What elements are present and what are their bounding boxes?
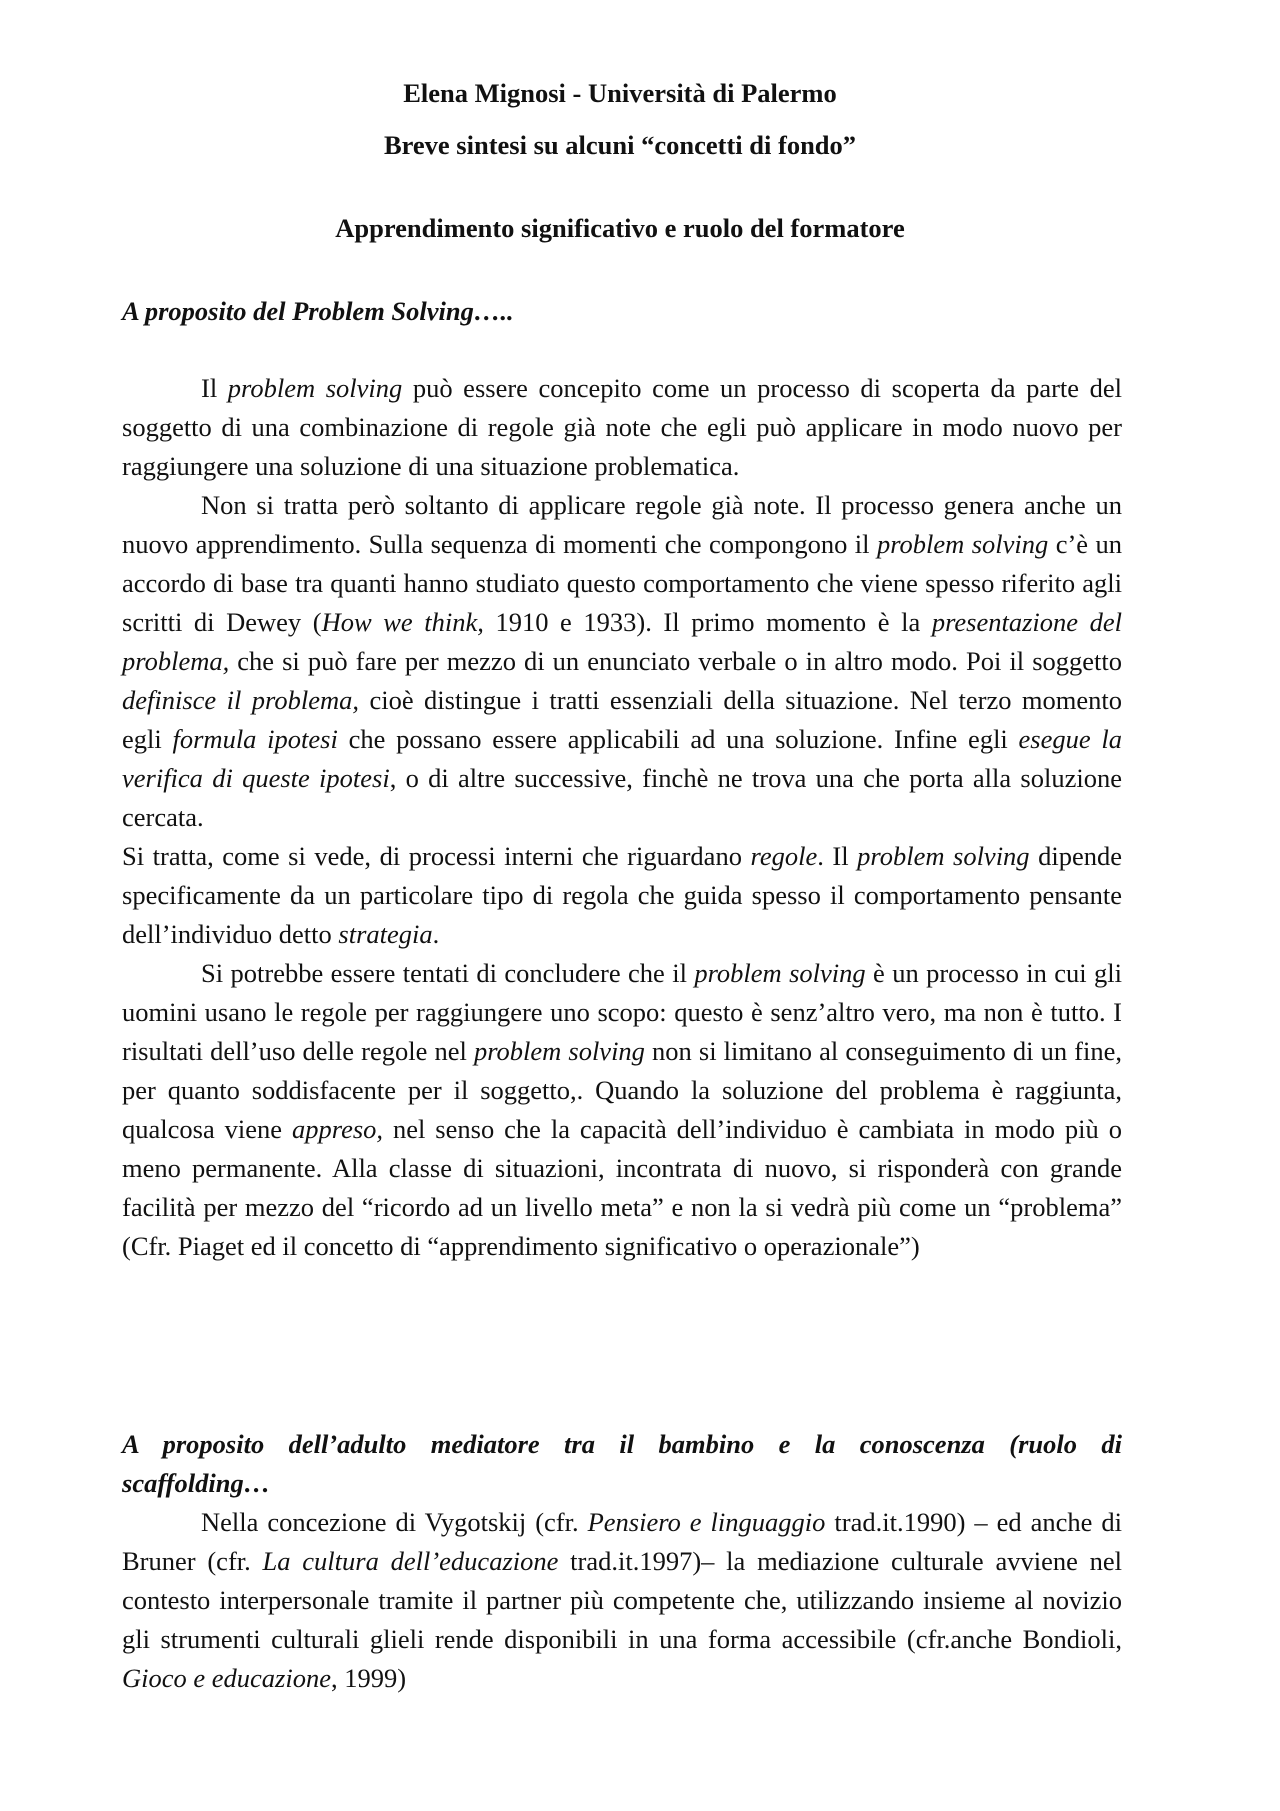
paragraph-3: Si tratta, come si vede, di processi interni che riguardano regole. Il problem solving dipende specificamente da un particolare tipo di regola che guida spesso il comportamento pensante dell’individuo detto strategia. xyxy=(122,841,1122,949)
section-heading-problem-solving: A proposito del Problem Solving….. xyxy=(122,296,514,326)
paragraph-1: Il problem solving può essere concepito come un processo di scoperta da parte del soggetto di una combinazione di regole già note che egli può applicare in modo nuovo per raggiungere una soluzione di una situazione problematica. xyxy=(122,373,1123,481)
section-body-mediatore xyxy=(122,1425,1122,1698)
subtitle: Breve sintesi su alcuni “concetti di fondo” xyxy=(383,130,857,160)
document-title: Apprendimento significativo e ruolo del formatore xyxy=(335,213,905,243)
section-body-problem-solving xyxy=(122,369,1122,1266)
paragraph-2: Non si tratta però soltanto di applicare regole già note. Il processo genera anche un nuovo apprendimento. Sulla sequenza di momenti che compongono il problem solving c’è un accordo di base tra quanti hanno studiato questo comportamento che viene spesso riferito agli scritti di Dewey (How we think, 1910 e 1933). Il primo momento è la presentazione del problema, che si può fare per mezzo di un enunciato verbale o in altro modo. Poi il soggetto definisce il problema, cioè distingue i tratti essenziali della situazione. Nel terzo momento egli formula ipotesi che possano essere applicabili ad una soluzione. Infine egli esegue la verifica di queste ipotesi, o di altre successive, finchè ne trova una che porta alla soluzione cercata. xyxy=(122,490,1123,832)
author-line: Elena Mignosi - Università di Palermo xyxy=(403,78,837,108)
section-heading-mediatore: A proposito dell’adulto mediatore tra il bambino e la conoscenza (ruolo di scaffolding… xyxy=(122,1429,1122,1498)
paragraph-4: Si potrebbe essere tentati di concludere che il problem solving è un processo in cui gli uomini usano le regole per raggiungere uno scopo: questo è senz’altro vero, ma non è tutto. I risultati dell’uso delle regole nel problem solving non si limitano al conseguimento di un fine, per quanto soddisfacente per il soggetto,. Quando la soluzione del problema è raggiunta, qualcosa viene appreso, nel senso che la capacità dell’individuo è cambiata in modo più o meno permanente. Alla classe di situazioni, incontrata di nuovo, si risponderà con grande facilità per mezzo del “ricordo ad un livello meta” e non la si vedrà più come un “problema” (Cfr. Piaget ed il concetto di “apprendimento significativo o operazionale”) xyxy=(122,958,1122,1261)
paragraph-5: Nella concezione di Vygotskij (cfr. Pensiero e linguaggio trad.it.1990) – ed anche di Bruner (cfr. La cultura dell’educazione trad.it.1997)– la mediazione culturale avviene nel contesto interpersonale tramite il partner più competente che, utilizzando insieme al novizio gli strumenti culturali glieli rende disponibili in una forma accessibile (cfr.anche Bondioli, Gioco e educazione, 1999) xyxy=(122,1507,1122,1693)
